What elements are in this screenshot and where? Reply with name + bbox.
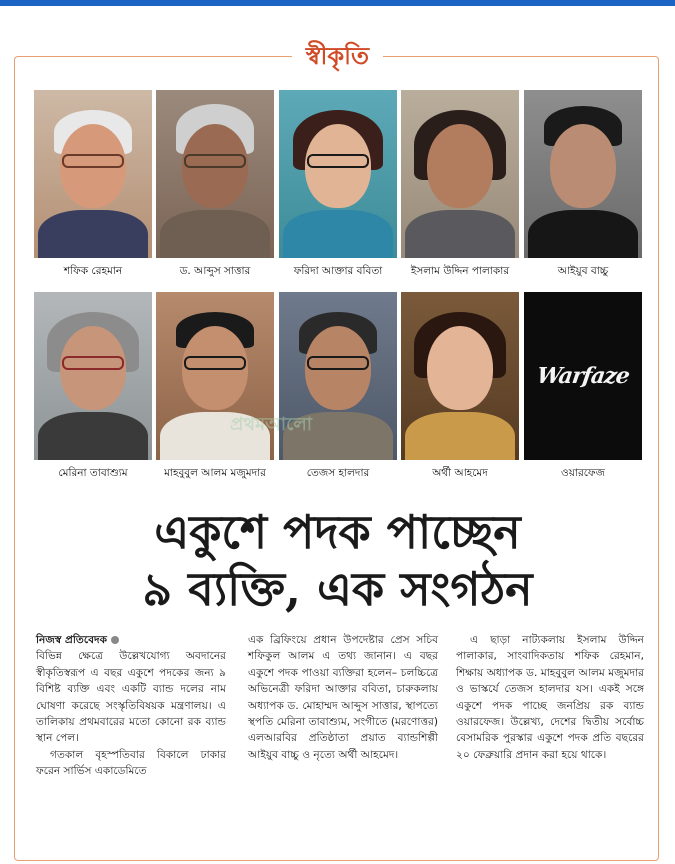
portrait-card[interactable]: [34, 90, 152, 281]
portrait-caption: ড. আব্দুস সাত্তার: [179, 265, 251, 277]
section-title: স্বীকৃতি: [292, 38, 383, 78]
section-title-wrap: [0, 38, 675, 78]
portrait-card[interactable]: [34, 292, 152, 483]
portrait-card[interactable]: [401, 90, 519, 281]
portrait-caption: অর্থী আহমেদ: [432, 467, 488, 479]
portrait-photo: [156, 90, 274, 258]
portrait-card[interactable]: [279, 292, 397, 483]
portrait-caption: ইসলাম উদ্দিন পালাকার: [410, 265, 510, 277]
paragraph: গতকাল বৃহস্পতিবার বিকালে ঢাকার ফরেন সার্ভিস একাডেমিতে: [36, 748, 226, 778]
paragraph: বিভিন্ন ক্ষেত্রে উল্লেখযোগ্য অবদানের স্বীকৃতিস্বরূপ এ বছর একুশে পদকের জন্য ৯ বিশিষ্ট ব্যক্তি এবং একটি ব্যান্ড দলের নাম ঘোষণা করেছে সংস্কৃতিবিষয়ক মন্ত্রণালয়। এ তালিকায় প্রথমবারের মতো কোনো রক ব্যান্ড স্থান পেল।: [36, 650, 226, 745]
portrait-card[interactable]: [524, 292, 642, 483]
portrait-caption: তেজস হালদার: [306, 467, 370, 479]
bullet-icon: [111, 636, 119, 644]
portrait-card[interactable]: [156, 90, 274, 281]
portrait-photo: [279, 90, 397, 258]
byline: নিজস্ব প্রতিবেদক: [36, 634, 107, 646]
portrait-caption: শফিক রেহমান: [63, 265, 123, 277]
portrait-photo: [401, 90, 519, 258]
portrait-caption: আইয়ুব বাচ্চু: [557, 265, 609, 277]
byline-row: [36, 632, 226, 648]
portrait-caption: ফরিদা আক্তার ববিতা: [293, 265, 383, 277]
portrait-caption: ওয়ারফেজ: [560, 467, 606, 479]
portrait-photo: [401, 292, 519, 460]
portrait-card[interactable]: [524, 90, 642, 281]
article-column-1: [36, 632, 226, 780]
watermark: প্রথমআলো: [230, 414, 312, 435]
portrait-card[interactable]: [156, 292, 274, 483]
band-logo-text: Warfaze: [535, 363, 631, 389]
top-color-bar: [0, 0, 675, 6]
portrait-card[interactable]: [401, 292, 519, 483]
paragraph: এক ব্রিফিংয়ে প্রধান উপদেষ্টার প্রেস সচিব শফিকুল আলম এ তথ্য জানান। এ বছর একুশে পদক পাওয়া ব্যক্তিরা হলেন– চলচ্চিত্রে অভিনেত্রী ফরিদা আক্তার ববিতা, চারুকলায় অধ্যাপক ড. মোহাম্মদ আব্দুস সাত্তার, স্থাপত্যে স্থপতি মেরিনা তাবাশ্যুম, সংগীতে (মরণোত্তর) এলআরবির প্রতিষ্ঠাতা প্রয়াত ব্যান্ডশিল্পী আইয়ুব বাচ্চু ও নৃত্যে অর্থী আহমেদ।: [248, 634, 438, 761]
portrait-caption: মেরিনা তাবাশ্যুম: [58, 467, 128, 479]
paragraph: এ ছাড়া নাট্যকলায় ইসলাম উদ্দিন পালাকার, সাংবাদিকতায় শফিক রেহমান, শিক্ষায় অধ্যাপক ড. মাহবুবুল আলম মজুমদার ও ভাস্কর্যে তেজস হালদার যস। একই সঙ্গে একুশে পদক পাচ্ছে জনপ্রিয় রক ব্যান্ড ওয়ারফেজ। উল্লেখ্য, দেশের দ্বিতীয় সর্বোচ্চ বেসামরিক পুরস্কার একুশে পদক প্রতি বছরের ২০ ফেব্রুয়ারি প্রদান করা হয়ে থাকে।: [456, 634, 644, 761]
headline-line-1: একুশে পদক পাচ্ছেন: [154, 505, 521, 559]
article-column-3: [456, 632, 644, 763]
headline-line-2: ৯ ব্যক্তি, এক সংগঠন: [142, 562, 533, 616]
portrait-photo: [34, 292, 152, 460]
band-logo-image: [524, 292, 642, 460]
portrait-photo: [524, 90, 642, 258]
portrait-caption: মাহবুবুল আলম মজুমদার: [164, 467, 266, 479]
portrait-photo: [34, 90, 152, 258]
portrait-card[interactable]: [279, 90, 397, 281]
article-column-2: [248, 632, 438, 763]
